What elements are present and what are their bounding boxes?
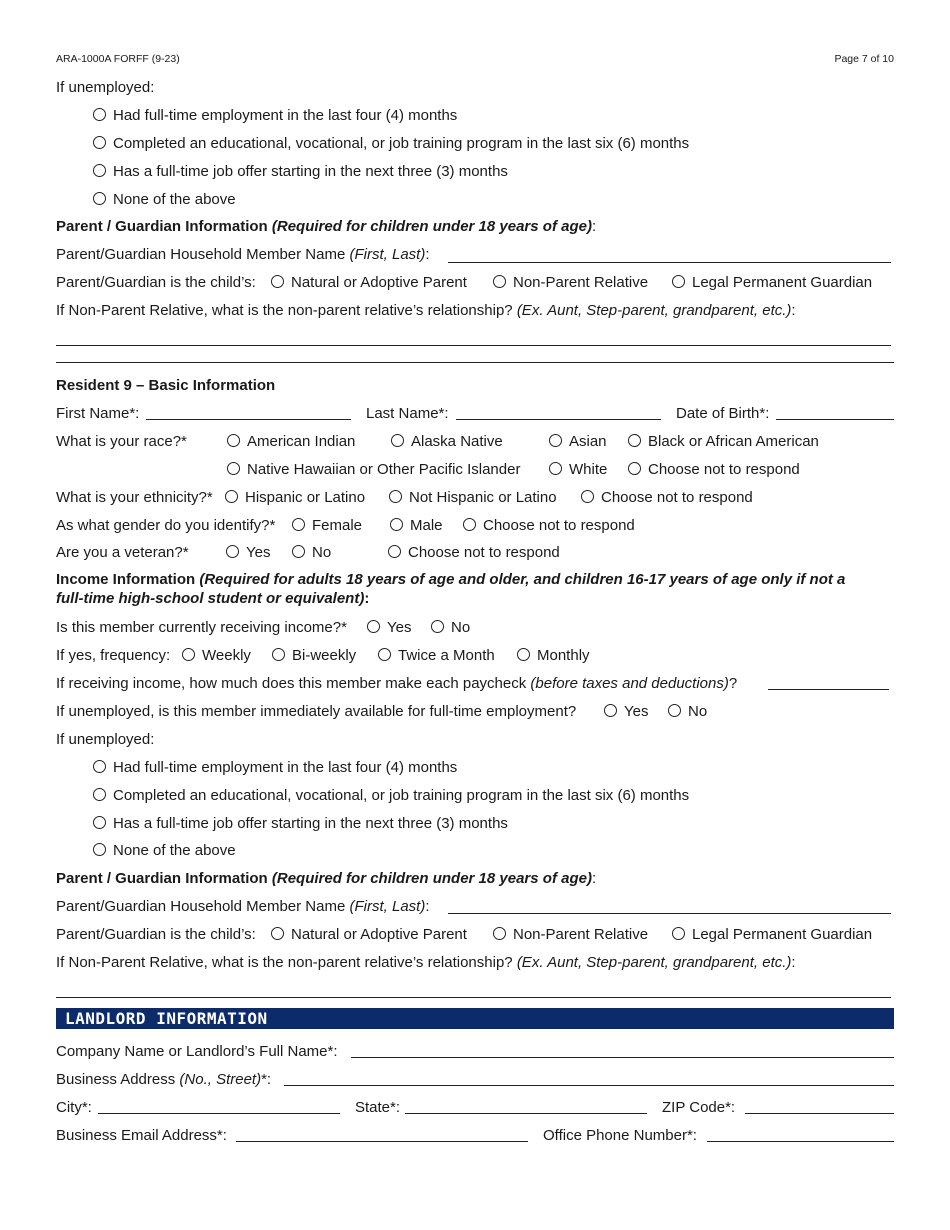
if-unemployed-label: If unemployed: (56, 731, 155, 748)
radio-circle[interactable] (389, 490, 402, 503)
pg-option-relative[interactable]: Non-Parent Relative (493, 272, 648, 294)
radio-circle[interactable] (292, 545, 305, 558)
dob-field[interactable] (776, 419, 894, 420)
radio-circle[interactable] (628, 462, 641, 475)
frequency-option[interactable]: Monthly (517, 645, 590, 667)
veteran-label: Are you a veteran?* (56, 544, 189, 561)
section-divider (56, 362, 894, 363)
race-option[interactable]: Alaska Native (391, 431, 503, 453)
first-name-field[interactable] (146, 419, 351, 420)
radio-circle[interactable] (549, 434, 562, 447)
pg-name-row: Parent/Guardian Household Member Name (First, Last): (56, 898, 430, 915)
radio-circle[interactable] (93, 108, 106, 121)
unemployed-option[interactable]: Had full-time employment in the last four (4) months (93, 757, 894, 779)
gender-option[interactable]: Female (292, 515, 362, 537)
radio-circle[interactable] (93, 136, 106, 149)
last-name-label: Last Name*: (366, 405, 449, 422)
pg-relationship-field[interactable] (56, 997, 891, 998)
receiving-income-label: Is this member currently receiving income?* (56, 619, 347, 636)
race-option[interactable]: American Indian (227, 431, 355, 453)
radio-circle[interactable] (390, 518, 403, 531)
race-option[interactable]: Black or African American (628, 431, 819, 453)
radio-circle[interactable] (493, 927, 506, 940)
state-field[interactable] (405, 1113, 647, 1114)
gender-option[interactable]: Choose not to respond (463, 515, 635, 537)
race-option[interactable]: Asian (549, 431, 607, 453)
income-heading: Income Information (Required for adults 18 years of age and older, and children 16-17 years of age only if not a full-time high-school student or equivalent): (56, 571, 846, 607)
radio-circle[interactable] (93, 192, 106, 205)
radio-circle[interactable] (367, 620, 380, 633)
radio-circle[interactable] (493, 275, 506, 288)
ethnicity-option[interactable]: Hispanic or Latino (225, 487, 365, 509)
radio-circle[interactable] (93, 816, 106, 829)
radio-circle[interactable] (549, 462, 562, 475)
unemployed-option[interactable]: Had full-time employment in the last four (4) months (93, 105, 894, 127)
frequency-option[interactable]: Bi-weekly (272, 645, 356, 667)
pg-name-field[interactable] (448, 913, 891, 914)
pg-child-row: Parent/Guardian is the child’s: (56, 274, 256, 291)
form-id: ARA-1000A FORFF (9-23) (56, 53, 180, 65)
pg-option-guardian[interactable]: Legal Permanent Guardian (672, 924, 872, 946)
radio-circle[interactable] (182, 648, 195, 661)
radio-circle[interactable] (431, 620, 444, 633)
zip-label: ZIP Code*: (662, 1099, 736, 1116)
gender-label: As what gender do you identify?* (56, 517, 276, 534)
pg-name-row: Parent/Guardian Household Member Name (First, Last): (56, 246, 430, 263)
radio-circle[interactable] (93, 843, 106, 856)
paycheck-label: If receiving income, how much does this member make each paycheck (before taxes and deductions)? (56, 675, 738, 692)
unemployed-option[interactable]: Completed an educational, vocational, or job training program in the last six (6) months (93, 133, 894, 155)
phone-field[interactable] (707, 1141, 894, 1142)
radio-circle[interactable] (271, 927, 284, 940)
race-option[interactable]: White (549, 459, 607, 481)
paycheck-field[interactable] (768, 689, 889, 690)
radio-circle[interactable] (93, 760, 106, 773)
radio-circle[interactable] (463, 518, 476, 531)
gender-option[interactable]: Male (390, 515, 443, 537)
radio-circle[interactable] (672, 927, 685, 940)
city-label: City*: (56, 1099, 92, 1116)
availability-no[interactable]: No (668, 701, 707, 723)
frequency-option[interactable]: Twice a Month (378, 645, 495, 667)
pg-option-guardian[interactable]: Legal Permanent Guardian (672, 272, 872, 294)
radio-circle[interactable] (271, 275, 284, 288)
last-name-field[interactable] (456, 419, 661, 420)
parent-guardian-heading: Parent / Guardian Information (Required for children under 18 years of age): (56, 218, 597, 235)
radio-circle[interactable] (225, 490, 238, 503)
if-unemployed-label: If unemployed: (56, 79, 155, 96)
radio-circle[interactable] (391, 434, 404, 447)
company-field[interactable] (351, 1057, 894, 1058)
receiving-no[interactable]: No (431, 617, 470, 639)
unemployed-option[interactable]: None of the above (93, 840, 894, 862)
city-field[interactable] (98, 1113, 340, 1114)
parent-guardian-heading: Parent / Guardian Information (Required for children under 18 years of age): (56, 870, 597, 887)
veteran-option[interactable]: Yes (226, 542, 270, 564)
pg-relationship-field[interactable] (56, 345, 891, 346)
race-option[interactable]: Native Hawaiian or Other Pacific Islander (227, 459, 520, 481)
dob-label: Date of Birth*: (676, 405, 770, 422)
radio-circle[interactable] (93, 164, 106, 177)
pg-option-natural[interactable]: Natural or Adoptive Parent (271, 924, 467, 946)
radio-circle[interactable] (672, 275, 685, 288)
race-option[interactable]: Choose not to respond (628, 459, 800, 481)
radio-circle[interactable] (628, 434, 641, 447)
email-label: Business Email Address*: (56, 1127, 227, 1144)
radio-circle[interactable] (604, 704, 617, 717)
radio-circle[interactable] (292, 518, 305, 531)
radio-circle[interactable] (227, 462, 240, 475)
pg-option-natural[interactable]: Natural or Adoptive Parent (271, 272, 467, 294)
company-label: Company Name or Landlord’s Full Name*: (56, 1043, 338, 1060)
availability-yes[interactable]: Yes (604, 701, 648, 723)
first-name-label: First Name*: (56, 405, 140, 422)
radio-circle[interactable] (581, 490, 594, 503)
ethnicity-option[interactable]: Not Hispanic or Latino (389, 487, 557, 509)
radio-circle[interactable] (378, 648, 391, 661)
email-field[interactable] (236, 1141, 528, 1142)
race-label: What is your race?* (56, 433, 187, 450)
unemployed-option[interactable]: None of the above (93, 189, 894, 211)
radio-circle[interactable] (226, 545, 239, 558)
pg-relationship-row: If Non-Parent Relative, what is the non-parent relative’s relationship? (Ex. Aunt, Step-parent, grandparent, etc.): (56, 954, 796, 971)
phone-label: Office Phone Number*: (543, 1127, 697, 1144)
resident-title: Resident 9 – Basic Information (56, 377, 276, 394)
unemployed-option[interactable]: Completed an educational, vocational, or job training program in the last six (6) months (93, 785, 894, 807)
landlord-section-header: LANDLORD INFORMATION (56, 1008, 894, 1029)
ethnicity-label: What is your ethnicity?* (56, 489, 213, 506)
pg-option-relative[interactable]: Non-Parent Relative (493, 924, 648, 946)
frequency-label: If yes, frequency: (56, 647, 171, 664)
pg-relationship-row: If Non-Parent Relative, what is the non-parent relative’s relationship? (Ex. Aunt, Step-parent, grandparent, etc.): (56, 302, 796, 319)
radio-circle[interactable] (517, 648, 530, 661)
state-label: State*: (355, 1099, 401, 1116)
radio-circle[interactable] (388, 545, 401, 558)
pg-child-row: Parent/Guardian is the child’s: (56, 926, 256, 943)
unemployed-option[interactable]: Has a full-time job offer starting in the next three (3) months (93, 161, 894, 183)
address-label: Business Address (No., Street)*: (56, 1071, 272, 1088)
availability-label: If unemployed, is this member immediately available for full-time employment? (56, 703, 577, 720)
radio-circle[interactable] (93, 788, 106, 801)
page-number: Page 7 of 10 (834, 53, 894, 65)
zip-field[interactable] (745, 1113, 894, 1114)
unemployed-option[interactable]: Has a full-time job offer starting in the next three (3) months (93, 813, 894, 835)
veteran-option[interactable]: Choose not to respond (388, 542, 560, 564)
frequency-option[interactable]: Weekly (182, 645, 251, 667)
address-field[interactable] (284, 1085, 894, 1086)
ethnicity-option[interactable]: Choose not to respond (581, 487, 753, 509)
radio-circle[interactable] (227, 434, 240, 447)
radio-circle[interactable] (272, 648, 285, 661)
radio-circle[interactable] (668, 704, 681, 717)
veteran-option[interactable]: No (292, 542, 331, 564)
receiving-yes[interactable]: Yes (367, 617, 411, 639)
pg-name-field[interactable] (448, 262, 891, 263)
